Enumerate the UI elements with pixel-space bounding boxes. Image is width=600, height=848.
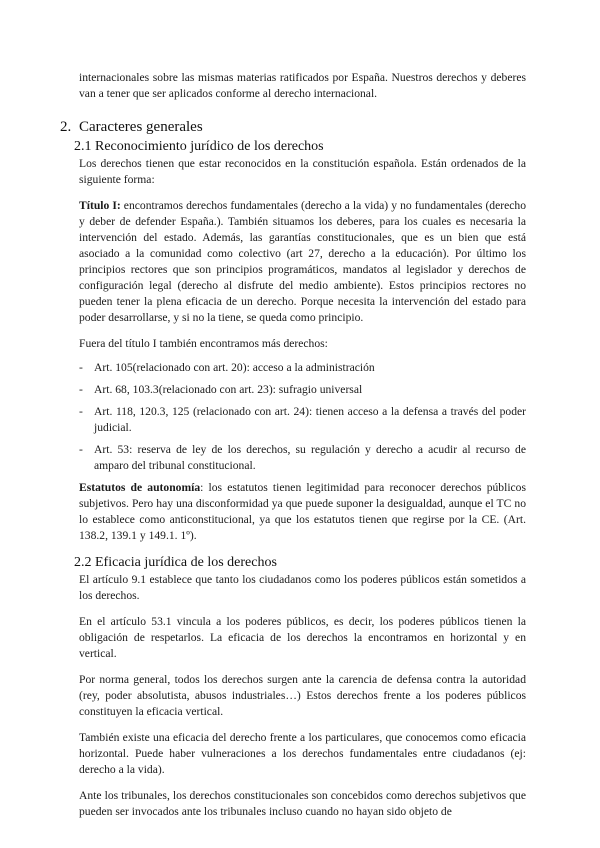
estatutos-label: Estatutos de autonomía — [79, 481, 201, 494]
paragraph-fuera-titulo: Fuera del título I también encontramos más derechos: — [79, 337, 328, 350]
bullet: - — [79, 443, 83, 456]
bullet: - — [79, 361, 83, 374]
paragraph-eficacia-1: El artículo 9.1 establece que tanto los ciudadanos como los poderes públicos están sometidos a los derechos. — [79, 573, 526, 602]
paragraph-eficacia-3: Por norma general, todos los derechos surgen ante la carencia de defensa contra la autoridad (rey, poder absolutista, abusos industriales…) Estos derechos frente a los poderes públicos constituyen la eficacia vertical. — [79, 673, 526, 718]
paragraph-eficacia-4: También existe una eficacia del derecho frente a los particulares, que conocemos como eficacia horizontal. Puede haber vulneraciones a los derechos fundamentales entre ciudadanos (ej: derecho a la vida). — [79, 731, 526, 776]
list-item: - Art. 105(relacionado con art. 20): acceso a la administración — [79, 361, 375, 374]
section-number: 2. — [60, 119, 72, 135]
titulo-i-text: encontramos derechos fundamentales (derecho a la vida) y no fundamentales (derecho y deber de defender España.). También situamos los deberes, para los cuales es necesaria la intervención del estado. Además, las garantías constitucionales, que es un bien que está asociado a la comunidad como colectivo (art 27, derecho a la educación). Por último los principios rectores que son principios programáticos, mandatos al legislador y derechos de configuración legal (derecho al disfrute del medio ambiente). Estos principios rectores no pueden tener la plena eficacia de un derecho. Porque necesita la intervención del estado para poder desarrollarse, y si no la tiene, se queda como principio. — [79, 199, 526, 324]
paragraph-estatutos — [79, 480, 526, 544]
articles-list — [79, 360, 526, 474]
titulo-i-label: Título I: — [79, 199, 121, 212]
estatutos-text: : los estatutos tienen legitimidad para reconocer derechos públicos subjetivos. Pero hay una disconformidad ya que puede suponer la desigualdad, aunque el TC no lo establece como anticonstitucional, ya que los estatutos tienen que regirse por la CE. (Art. 138.2, 139.1 y 149.1. 1º). — [79, 481, 526, 542]
subsection-heading-2-1: 2.1 Reconocimiento jurídico de los derechos — [74, 139, 324, 154]
bullet: - — [79, 383, 83, 396]
paragraph-eficacia-2: En el artículo 53.1 vincula a los poderes públicos, es decir, los poderes públicos tienen la obligación de respetarlos. La eficacia de los derechos la encontramos en horizontal y en vertical. — [79, 615, 526, 660]
paragraph-eficacia-5: Ante los tribunales, los derechos constitucionales son concebidos como derechos subjetivos que pueden ser invocados ante los tribunales incluso cuando no hayan sido objeto de — [79, 789, 526, 818]
list-item: - Art. 118, 120.3, 125 (relacionado con art. 24): tienen acceso a la defensa a través del poder judicial. — [79, 405, 526, 434]
bullet: - — [79, 405, 83, 418]
section-title: Caracteres generales — [79, 119, 203, 135]
paragraph-titulo-i — [79, 198, 526, 326]
list-item: - Art. 53: reserva de ley de los derechos, su regulación y derecho a acudir al recurso de amparo del tribunal constitucional. — [79, 443, 526, 472]
page-content — [60, 70, 526, 820]
subsection-heading-2-2: 2.2 Eficacia jurídica de los derechos — [74, 555, 277, 570]
intro-paragraph: internacionales sobre las mismas materias ratificados por España. Nuestros derechos y deberes van a tener que ser aplicados conforme al derecho internacional. — [79, 71, 526, 100]
section-heading-2 — [60, 118, 526, 136]
list-item: - Art. 68, 103.3(relacionado con art. 23): sufragio universal — [79, 383, 363, 396]
paragraph-reconocimiento: Los derechos tienen que estar reconocidos en la constitución española. Están ordenados de la siguiente forma: — [79, 157, 526, 186]
